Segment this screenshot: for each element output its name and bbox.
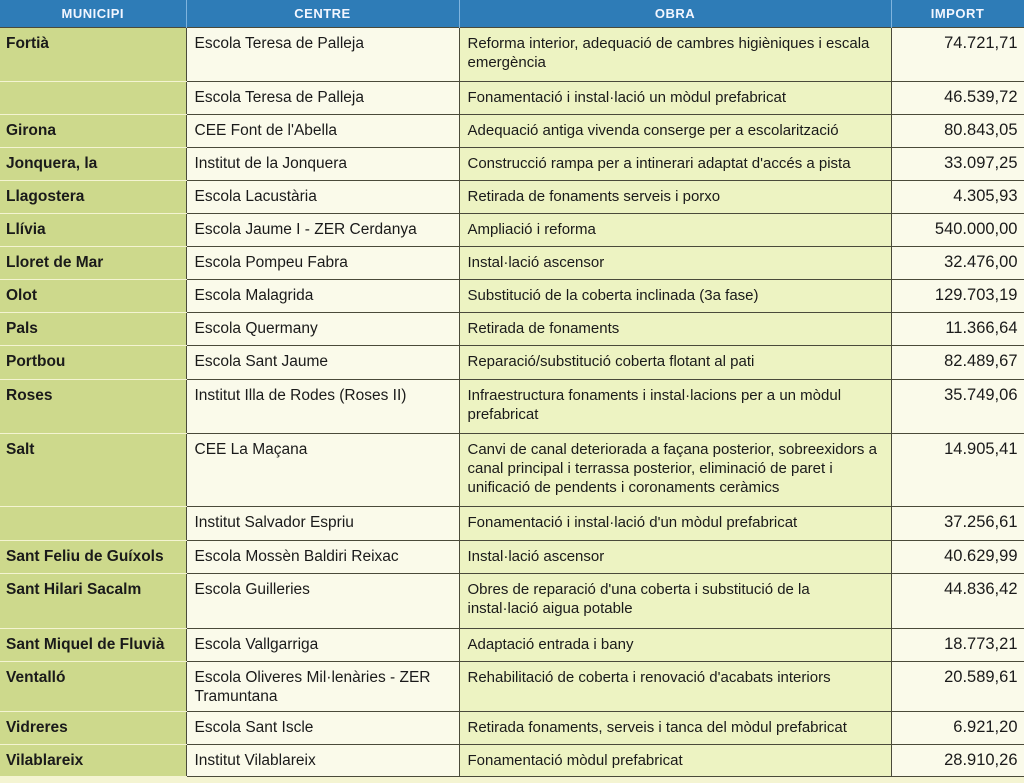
municipality-cell: Lloret de Mar [0,247,186,280]
centre-cell: Escola Jaume I - ZER Cerdanya [186,214,459,247]
import-cell: 46.539,72 [891,82,1024,115]
municipality-cell: Fortià [0,28,186,82]
obra-cell: Fonamentació i instal·lació d'un mòdul prefabricat [459,507,891,541]
table-row [0,380,1024,434]
import-cell: 35.749,06 [891,380,1024,434]
table-row [0,629,1024,662]
import-cell: 18.773,21 [891,629,1024,662]
centre-cell: Escola Sant Jaume [186,346,459,380]
table-row [0,82,1024,115]
table-row [0,541,1024,574]
table-row [0,745,1024,777]
table-row [0,434,1024,507]
obra-cell: Fonamentació i instal·lació un mòdul prefabricat [459,82,891,115]
header-import: IMPORT [891,0,1024,28]
centre-cell: Escola Teresa de Palleja [186,28,459,82]
header-obra: OBRA [459,0,891,28]
obra-cell: Instal·lació ascensor [459,541,891,574]
centre-cell: CEE Font de l'Abella [186,115,459,148]
centre-cell: Escola Malagrida [186,280,459,313]
centre-cell: Institut Salvador Espriu [186,507,459,541]
municipality-cell: Sant Hilari Sacalm [0,574,186,629]
obra-cell: Retirada de fonaments [459,313,891,346]
municipality-cell [0,82,186,115]
centre-cell: Escola Quermany [186,313,459,346]
obra-cell: Infraestructura fonaments i instal·lacions per a un mòdul prefabricat [459,380,891,434]
centre-cell: Escola Mossèn Baldiri Reixac [186,541,459,574]
municipality-cell: Pals [0,313,186,346]
import-cell: 11.366,64 [891,313,1024,346]
import-cell: 80.843,05 [891,115,1024,148]
table-row [0,247,1024,280]
centre-cell: Escola Vallgarriga [186,629,459,662]
municipality-cell: Portbou [0,346,186,380]
municipality-cell: Salt [0,434,186,507]
municipality-cell: Sant Miquel de Fluvià [0,629,186,662]
centre-cell: Escola Pompeu Fabra [186,247,459,280]
centre-cell: Institut Vilablareix [186,745,459,777]
municipality-cell: Olot [0,280,186,313]
table-row [0,280,1024,313]
table-row [0,214,1024,247]
table-row [0,115,1024,148]
import-cell: 40.629,99 [891,541,1024,574]
import-cell: 28.910,26 [891,745,1024,777]
obra-cell: Obres de reparació d'una coberta i substitució de la instal·lació aigua potable [459,574,891,629]
municipality-cell: Llagostera [0,181,186,214]
centre-cell: Escola Oliveres Mil·lenàries - ZER Tramuntana [186,662,459,712]
import-cell: 33.097,25 [891,148,1024,181]
centre-cell: Escola Guilleries [186,574,459,629]
obra-cell: Reparació/substitució coberta flotant al pati [459,346,891,380]
import-cell: 129.703,19 [891,280,1024,313]
import-cell: 37.256,61 [891,507,1024,541]
table-row [0,346,1024,380]
municipality-cell: Girona [0,115,186,148]
table-row [0,574,1024,629]
table-body [0,28,1024,777]
header-centre: CENTRE [186,0,459,28]
import-cell: 6.921,20 [891,712,1024,745]
table-row [0,662,1024,712]
table-row [0,148,1024,181]
import-cell: 82.489,67 [891,346,1024,380]
table-row [0,507,1024,541]
obra-cell: Fonamentació mòdul prefabricat [459,745,891,777]
obra-cell: Canvi de canal deteriorada a façana posterior, sobreexidors a canal principal i terrassa posterior, eliminació de paret i unificació de pendents i coronaments ceràmics [459,434,891,507]
obra-cell: Rehabilitació de coberta i renovació d'acabats interiors [459,662,891,712]
municipality-cell: Llívia [0,214,186,247]
import-cell: 32.476,00 [891,247,1024,280]
municipality-cell: Vidreres [0,712,186,745]
centre-cell: CEE La Maçana [186,434,459,507]
obra-cell: Adaptació entrada i bany [459,629,891,662]
import-cell: 14.905,41 [891,434,1024,507]
obra-cell: Reforma interior, adequació de cambres higièniques i escala emergència [459,28,891,82]
centre-cell: Escola Sant Iscle [186,712,459,745]
header-row [0,0,1024,28]
obra-cell: Ampliació i reforma [459,214,891,247]
table-row [0,28,1024,82]
table-row [0,712,1024,745]
header-municipi: MUNICIPI [0,0,186,28]
obra-cell: Substitució de la coberta inclinada (3a fase) [459,280,891,313]
municipality-cell [0,507,186,541]
centre-cell: Escola Lacustària [186,181,459,214]
import-cell: 44.836,42 [891,574,1024,629]
centre-cell: Institut Illa de Rodes (Roses II) [186,380,459,434]
import-cell: 74.721,71 [891,28,1024,82]
obra-cell: Adequació antiga vivenda conserge per a escolarització [459,115,891,148]
obra-cell: Instal·lació ascensor [459,247,891,280]
centre-cell: Institut de la Jonquera [186,148,459,181]
municipality-cell: Sant Feliu de Guíxols [0,541,186,574]
municipality-cell: Vilablareix [0,745,186,777]
table-row [0,181,1024,214]
obra-cell: Construcció rampa per a intinerari adaptat d'accés a pista [459,148,891,181]
centre-cell: Escola Teresa de Palleja [186,82,459,115]
obra-cell: Retirada fonaments, serveis i tanca del mòdul prefabricat [459,712,891,745]
import-cell: 540.000,00 [891,214,1024,247]
table-row [0,313,1024,346]
import-cell: 20.589,61 [891,662,1024,712]
import-cell: 4.305,93 [891,181,1024,214]
obra-cell: Retirada de fonaments serveis i porxo [459,181,891,214]
municipality-cell: Ventalló [0,662,186,712]
municipality-cell: Jonquera, la [0,148,186,181]
municipality-cell: Roses [0,380,186,434]
